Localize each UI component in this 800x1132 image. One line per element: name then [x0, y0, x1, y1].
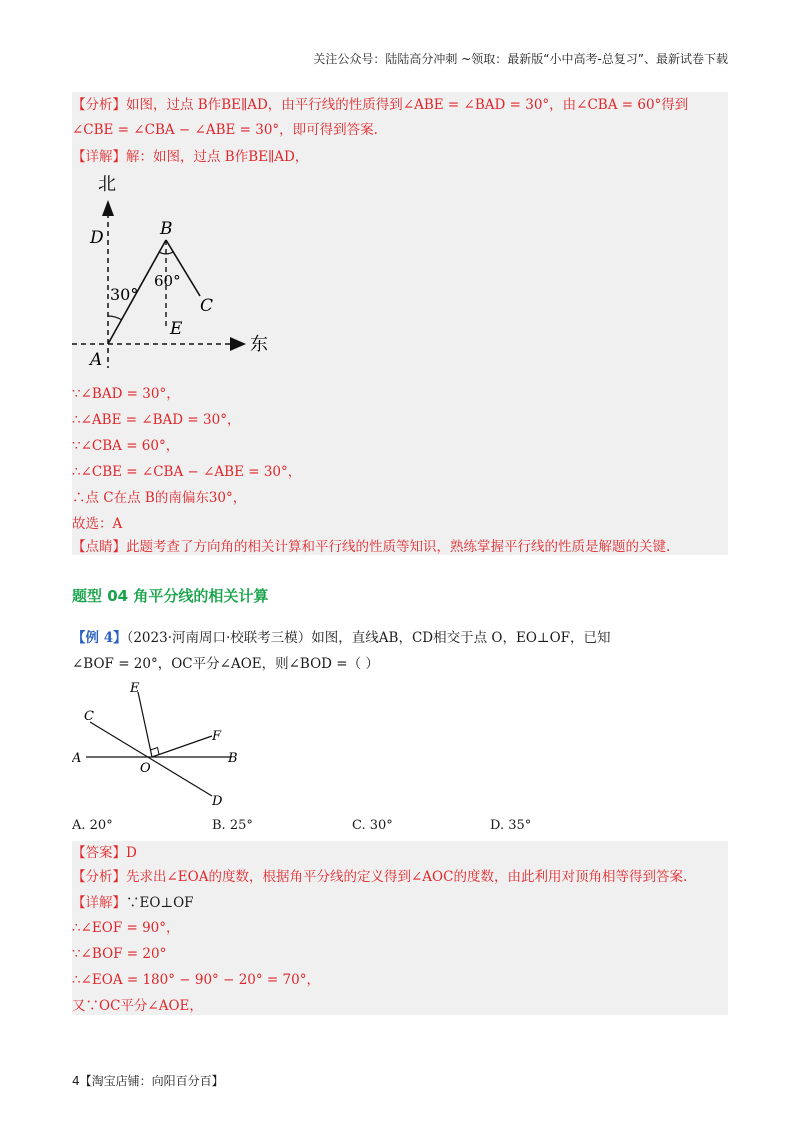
analysis-2-line: [72, 867, 687, 887]
option-a: A. 20°: [72, 818, 113, 833]
example-tag: 【例 4】: [72, 630, 127, 646]
angle-arc-30: [108, 316, 122, 320]
detail-2-text: ∵EO⊥OF: [126, 895, 194, 911]
page-header: 关注公众号：陆陆高分冲刺 ~领取：最新版“小中高考-总复习”、最新试卷下载: [313, 52, 728, 66]
answer-line: [72, 843, 137, 863]
option-d: D. 35°: [490, 818, 532, 833]
label-E: E: [170, 319, 183, 339]
label-F2: F: [212, 729, 222, 744]
step-1-2: ∴∠ABE = ∠BAD = 30°，: [72, 412, 241, 428]
step-2-1: ∴∠EOF = 90°，: [72, 920, 180, 936]
example-4-line-1: [72, 628, 611, 648]
analysis-2-tag: 【分析】: [72, 869, 126, 885]
step-1-4: ∴∠CBE = ∠CBA − ∠ABE = 30°，: [72, 464, 302, 480]
angle-60-label: 60°: [154, 272, 181, 290]
label-E2: E: [130, 681, 140, 696]
detail-2-line: [72, 893, 194, 913]
line-CD: [90, 722, 212, 796]
detail-2-tag: 【详解】: [72, 895, 126, 911]
label-B2: B: [228, 751, 238, 766]
east-arrow-icon: [230, 337, 246, 351]
option-b: B. 25°: [212, 818, 253, 833]
comment-1-line: [72, 537, 670, 557]
detail-1-line: [72, 147, 308, 167]
step-1-6: 故选：A: [72, 516, 123, 532]
label-D2: D: [212, 794, 223, 808]
label-B: B: [160, 219, 173, 239]
label-C2: C: [84, 709, 94, 724]
step-2-2: ∵∠BOF = 20°: [72, 946, 167, 962]
detail-tag: 【详解】: [72, 149, 126, 165]
ray-OE: [138, 692, 152, 757]
step-1-3: ∵∠CBA = 60°，: [72, 438, 180, 454]
analysis-1-line-1: [72, 95, 688, 115]
step-2-3: ∴∠EOA = 180° − 90° − 20° = 70°，: [72, 972, 320, 988]
example-4-line-2: ∠BOF = 20°，OC平分∠AOE，则∠BOD =（ ）: [72, 656, 379, 672]
north-arrow-icon: [102, 200, 114, 216]
north-label: 北: [98, 174, 116, 195]
angle-30-label: 30°: [110, 285, 139, 304]
label-C: C: [200, 296, 214, 316]
comment-tag: 【点睛】: [72, 539, 126, 555]
section-title: 题型 04 角平分线的相关计算: [72, 587, 269, 605]
page-footer: 4【淘宝店铺：向阳百分百】: [72, 1074, 224, 1088]
label-A2: A: [72, 751, 82, 766]
example-text-1: （2023·河南周口·校联考三模）如图，直线AB，CD相交于点 O，EO⊥OF，已知: [126, 630, 611, 646]
answer-text: D: [126, 845, 137, 861]
option-c: C. 30°: [352, 818, 393, 833]
label-D: D: [90, 228, 104, 248]
label-O2: O: [140, 761, 151, 776]
analysis-text-1: 如图，过点 B作BE∥AD，由平行线的性质得到∠ABE = ∠BAD = 30°，由∠CBA = 60°得到: [126, 97, 689, 113]
step-2-4: 又∵OC平分∠AOE，: [72, 998, 203, 1014]
analysis-tag: 【分析】: [72, 97, 126, 113]
east-label: 东: [250, 334, 268, 355]
detail-text: 解：如图，过点 B作BE∥AD，: [126, 149, 309, 165]
analysis-2-text: 先求出∠EOA的度数，根据角平分线的定义得到∠AOC的度数，由此利用对顶角相等得到答案.: [126, 869, 688, 885]
label-A: A: [90, 350, 103, 370]
direction-diagram: [72, 168, 282, 373]
step-1-5: ∴点 C在点 B的南偏东30°，: [72, 490, 247, 506]
comment-text: 此题考查了方向角的相关计算和平行线的性质等知识，熟练掌握平行线的性质是解题的关键.: [126, 539, 671, 555]
angle-diagram: [72, 678, 252, 808]
ray-OF: [152, 736, 212, 757]
answer-tag: 【答案】: [72, 845, 126, 861]
step-1-1: ∵∠BAD = 30°，: [72, 386, 180, 402]
analysis-1-line-2: ∠CBE = ∠CBA − ∠ABE = 30°，即可得到答案.: [72, 122, 378, 138]
